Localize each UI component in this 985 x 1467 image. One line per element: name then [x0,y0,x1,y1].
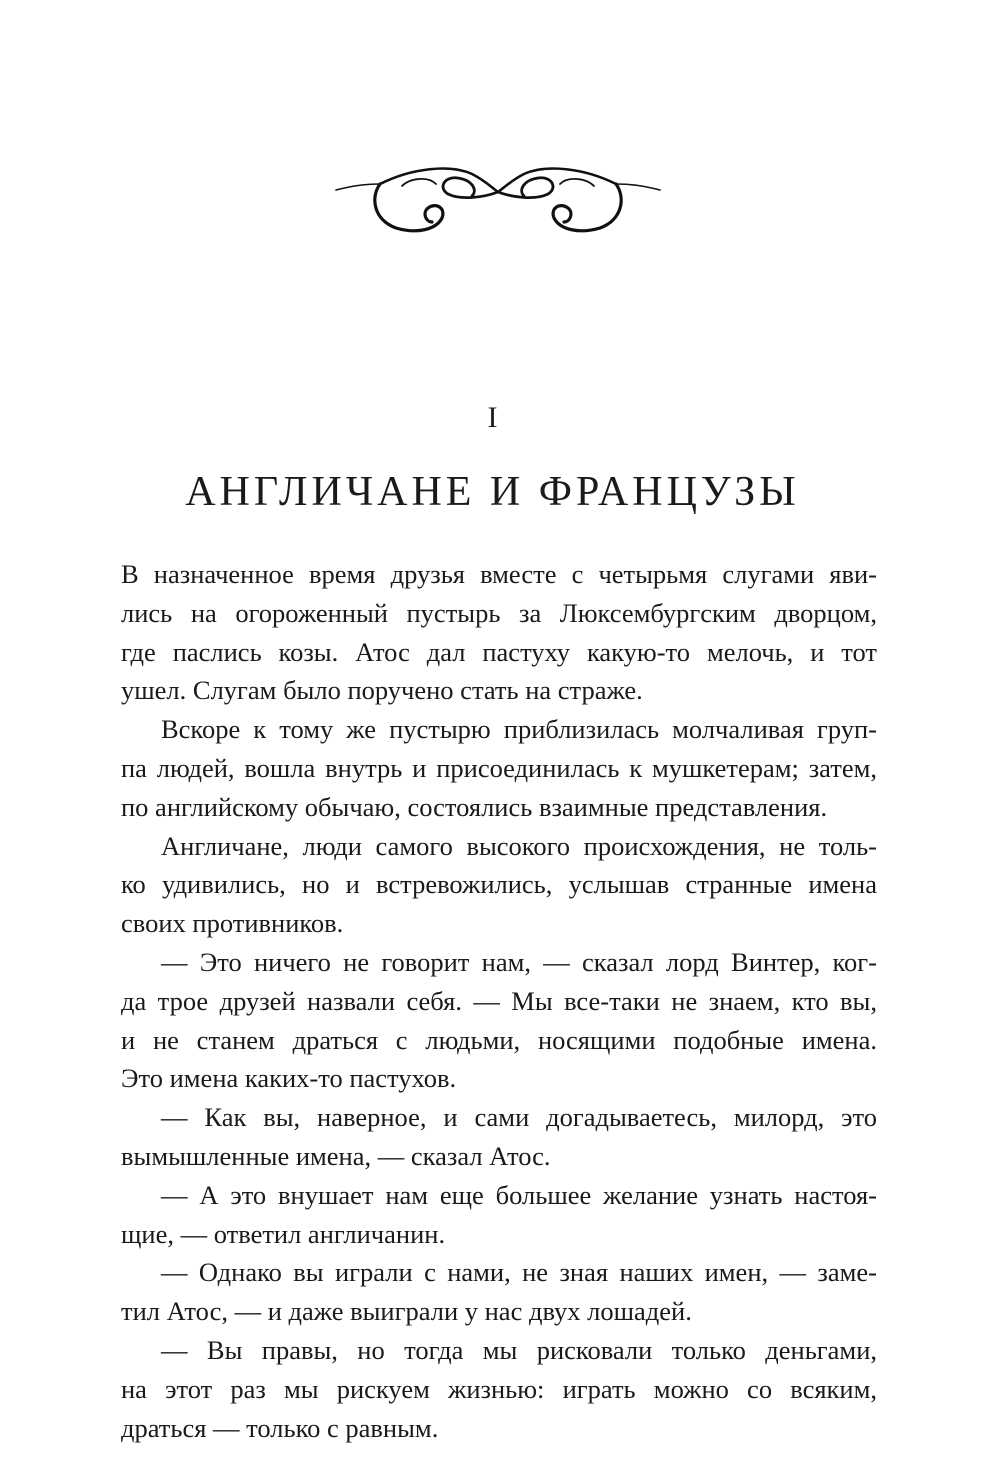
text-line: — Вы правы, но тогда мы рисковали только деньгами, [161,1334,877,1365]
text-line: Англичане, люди самого высокого происхождения, не толь- [161,830,877,861]
chapter-number: I [487,401,498,434]
chapter-body [121,555,877,1447]
text-line: ко удивились, но и встревожились, услышав странные имена [121,869,877,900]
text-line: где паслись козы. Атос дал пастуху какую-то мелочь, и тот [121,636,877,667]
text-line: тил Атос, — и даже выиграли у нас двух лошадей. [121,1296,692,1327]
text-line: лись на огороженный пустырь за Люксембургским дворцом, [121,597,877,628]
text-line: Это имена каких-то пастухов. [121,1063,457,1094]
text-line: па людей, вошла внутрь и присоединилась к мушкетерам; затем, [121,752,877,783]
text-line: и не станем драться с людьми, носящими подобные имена. [121,1024,877,1055]
text-line: на этот раз мы рискуем жизнью: играть можно со всяким, [121,1373,877,1404]
text-line: — Как вы, наверное, и сами догадываетесь, милорд, это [161,1102,877,1133]
text-line: по английскому обычаю, состоялись взаимные представления. [121,791,828,822]
text-line: — Однако вы играли с нами, не зная наших имен, — заме- [161,1257,877,1288]
text-line: щие, — ответил англичанин. [121,1218,446,1249]
text-line: да трое друзей назвали себя. — Мы все-таки не знаем, кто вы, [121,985,877,1016]
chapter-title: АНГЛИЧАНЕ И ФРАНЦУЗЫ [185,469,800,515]
text-line: ушел. Слугам было поручено стать на страже. [121,675,643,706]
text-line: — А это внушает нам еще большее желание узнать настоя- [161,1179,877,1210]
text-line: В назначенное время друзья вместе с четырьмя слугами яви- [121,559,877,589]
text-line: драться — только с равным. [121,1412,439,1443]
text-line: Вскоре к тому же пустырю приблизилась молчаливая груп- [161,714,877,745]
flourish-ornament-icon [332,150,664,246]
text-line: своих противников. [121,908,344,939]
text-line: — Это ничего не говорит нам, — сказал лорд Винтер, ког- [161,946,877,977]
text-line: вымышленные имена, — сказал Атос. [121,1140,551,1171]
